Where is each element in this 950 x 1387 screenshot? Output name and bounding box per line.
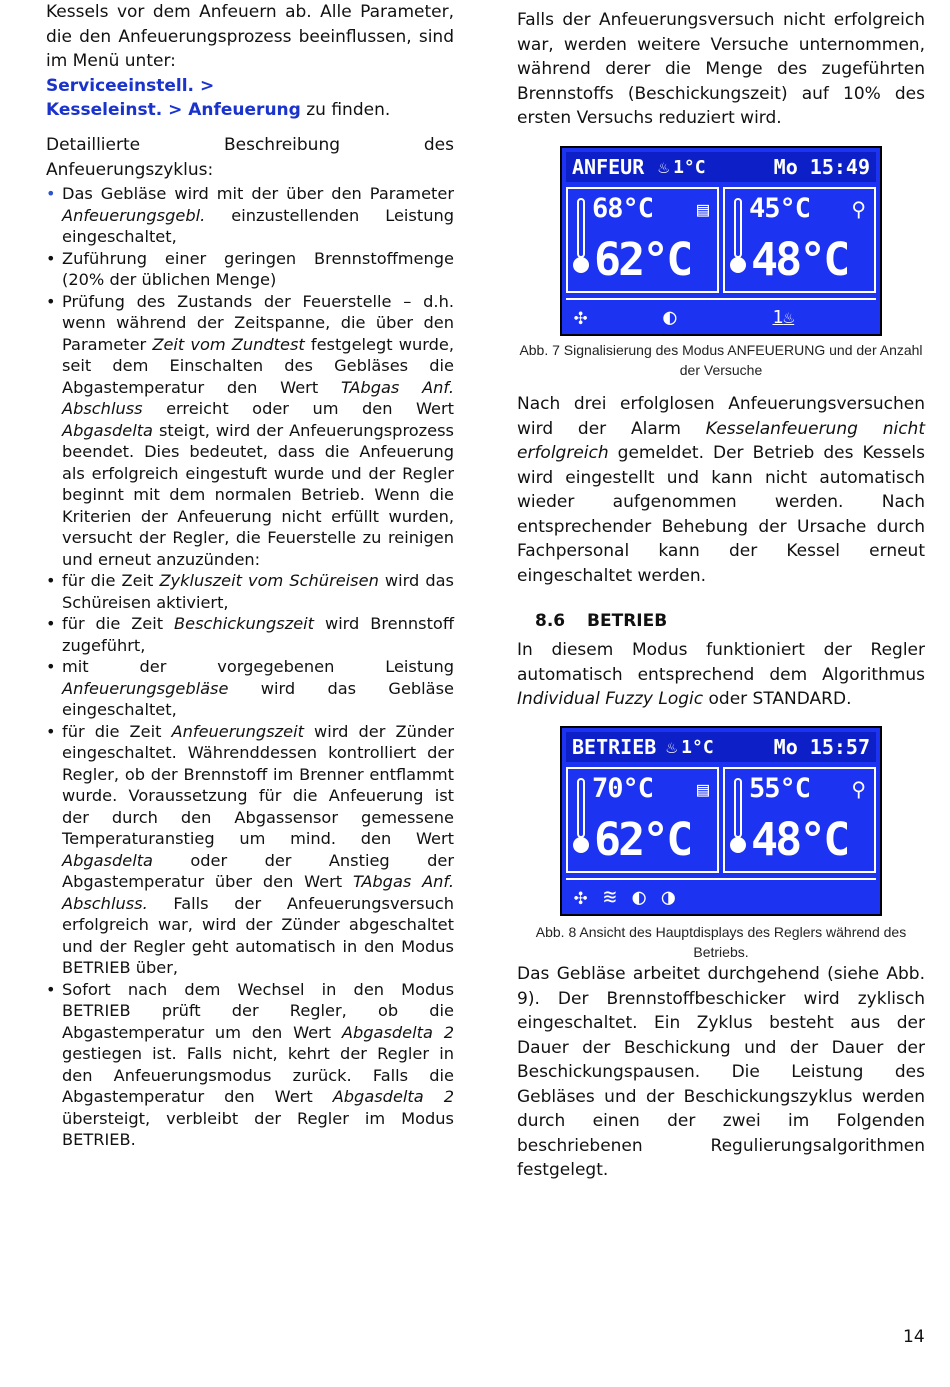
caption-1-wrap [517, 340, 925, 380]
lcd-boiler-setpoint: 68°C [592, 193, 654, 224]
lcd-display-anfeuerung [560, 146, 882, 336]
menu-suffix: zu finden. [300, 100, 391, 120]
lcd-status-bar [566, 152, 876, 182]
lcd-bottom-bar [566, 878, 876, 914]
menu-path-link-2[interactable]: Kesseleinst. > Anfeuerung [46, 100, 301, 120]
lcd-boiler-panel [566, 187, 719, 293]
list-item: • für die Zeit Zykluszeit vom Schüreisen wird das Schüreisen aktiviert, [46, 570, 454, 613]
lcd-water-panel [723, 767, 876, 873]
description-heading: Detaillierte Beschreibung des Anfeuerungszyklus: [46, 135, 454, 180]
lcd-display-betrieb [560, 726, 882, 916]
intro-text: Kessels vor dem Anfeuern ab. Alle Parameter, die den Anfeuerungsprozess beeinflussen, sind im Menü unter: [46, 2, 454, 71]
pump-icon: ◑ [661, 884, 675, 910]
list-item: • für die Zeit Beschickungszeit wird Brennstoff zugeführt, [46, 613, 454, 656]
retry-paragraph: Falls der Anfeuerungsversuch nicht erfolgreich war, werden weitere Versuche unternommen, während derer die Menge des zugeführten Brennstoffs (Beschickungszeit) auf 10% des ersten Versuchs reduziert wird. [517, 10, 925, 128]
lcd-boiler-panel [566, 767, 719, 873]
flame-icon: ♨ [783, 306, 795, 328]
alarm-paragraph: Nach drei erfolglosen Anfeuerungsversuchen wird der Alarm Kesselanfeuerung nicht erfolgreich gemeldet. Der Betrieb des Kessels wird eingestellt und kann nicht automatisch wieder aufgenommen werden. Nach entsprechender Behebung der Ursache durch Fachpersonal kann der Kessel erneut eingeschaltet werden. [517, 394, 925, 586]
lcd-mode-label: BETRIEB [572, 735, 657, 759]
fan-icon: ✣ [574, 884, 588, 910]
feeder-icon: ◐ [663, 304, 677, 330]
tap-icon: ⚲ [851, 197, 866, 221]
grate-icon: ≋ [603, 884, 617, 910]
list-item: • Zuführung einer geringen Brennstoffmenge (20% der üblichen Menge) [46, 248, 454, 291]
list-item: • Prüfung des Zustands der Feuerstelle – d.h. wenn während der Zeitspanne, die über den Parameter Zeit vom Zundtest festgelegt wurde, seit dem Einschalten des Gebläses die Abgastemperatur den Wert TAbgas Anf. Abschluss erreicht oder um den Wert Abgasdelta steigt, wird der Anfeuerungsprozess beendet. Dies bedeutet, dass die Anfeuerung als erfolgreich eingestuft wurde und der Regler beginnt mit dem normalen Betrieb. Wenn die Kriterien der Anfeuerung nicht erfüllt wurden, versucht der Regler, die Feuerstelle zu reinigen und erneut anzuzünden: [46, 291, 454, 571]
thermometer-icon [572, 197, 590, 277]
lcd-clock: Mo 15:49 [773, 155, 870, 179]
lcd-boiler-setpoint: 70°C [592, 773, 654, 804]
list-item: • für die Zeit Anfeuerungszeit wird der Zünder eingeschaltet. Währenddessen kontrolliert der Regler, ob der Brennstoff im Brenner entflammt wurde. Voraussetzung für die Anfeuerung ist der durch den Abgassensor gemessene Temperaturanstieg um mind. den Wert Abgasdelta oder der Anstieg der Abgastemperatur über den Wert TAbgas Anf. Abschluss. Falls der Anfeuerungsversuch erfolgreich war, wird der Zünder abgeschaltet und der Regler geht automatisch in den Modus BETRIEB über, [46, 721, 454, 979]
lcd-boiler-temp: 62°C [594, 813, 691, 866]
lcd-outdoor-temp: 1°C [673, 156, 706, 178]
page-number: 14 [903, 1327, 925, 1347]
attempt-counter: 1♨ [772, 306, 795, 328]
list-item: • mit der vorgegebenen Leistung Anfeuerungsgebläse wird das Gebläse eingeschaltet, [46, 656, 454, 721]
lcd-status-bar [566, 732, 876, 762]
intro-paragraph [46, 0, 454, 123]
caption-2-wrap [517, 922, 925, 962]
section-heading [535, 611, 925, 631]
boiler-flame-icon: ♨ [658, 156, 670, 178]
thermometer-icon [729, 777, 747, 857]
operation-paragraph: Das Gebläse arbeitet durchgehend (siehe Abb. 9). Der Brennstoffbeschicker wird zyklisch eingeschaltet. Ein Zyklus besteht aus der Dauer der Beschickung und der Dauer der Beschickungspausen. Die Leistung des Gebläses und der Beschickungszyklus werden durch einen der zwei im Folgenden beschriebenen Regulierungsalgorithmen festgelegt. [517, 964, 925, 1180]
list-item: • Das Gebläse wird mit der über den Parameter Anfeuerungsgebl. einzustellenden Leistung eingeschaltet, [46, 183, 454, 248]
feeder-icon: ◐ [632, 884, 646, 910]
lcd-boiler-temp: 62°C [594, 233, 691, 286]
boiler-flame-icon: ♨ [666, 736, 678, 758]
section-title: BETRIEB [587, 611, 668, 631]
lcd-clock: Mo 15:57 [773, 735, 870, 759]
menu-path-link-1[interactable]: Serviceeinstell. > [46, 75, 215, 96]
lcd-water-setpoint: 55°C [749, 773, 811, 804]
betrieb-paragraph: In diesem Modus funktioniert der Regler automatisch entsprechend dem Algorithmus Individual Fuzzy Logic oder STANDARD. [517, 640, 925, 709]
lcd-water-temp: 48°C [751, 813, 848, 866]
anfeuerung-steps-list [46, 183, 454, 1151]
lcd-mode-label: ANFEUR [572, 155, 645, 179]
figure-caption-8: Abb. 8 Ansicht des Hauptdisplays des Reglers während des Betriebs. [535, 924, 907, 960]
thermometer-icon [572, 777, 590, 857]
lcd-outdoor-temp: 1°C [681, 736, 714, 758]
list-item: • Sofort nach dem Wechsel in den Modus BETRIEB prüft der Regler, ob die Abgastemperatur um den Wert Abgasdelta 2 gestiegen ist. Falls nicht, kehrt der Regler in den Anfeuerungsmodus zurück. Falls die Abgastemperatur den Wert Abgasdelta 2 übersteigt, verbleibt der Regler im Modus BETRIEB. [46, 979, 454, 1151]
hopper-icon: ▤ [696, 197, 709, 221]
section-number: 8.6 [535, 611, 566, 631]
tap-icon: ⚲ [851, 777, 866, 801]
lcd-bottom-bar [566, 298, 876, 334]
thermometer-icon [729, 197, 747, 277]
hopper-icon: ▤ [696, 777, 709, 801]
fan-icon: ✣ [574, 304, 588, 330]
lcd-water-panel [723, 187, 876, 293]
figure-caption-7: Abb. 7 Signalisierung des Modus ANFEUERUNG und der Anzahl der Versuche [519, 342, 923, 378]
lcd-water-temp: 48°C [751, 233, 848, 286]
lcd-water-setpoint: 45°C [749, 193, 811, 224]
